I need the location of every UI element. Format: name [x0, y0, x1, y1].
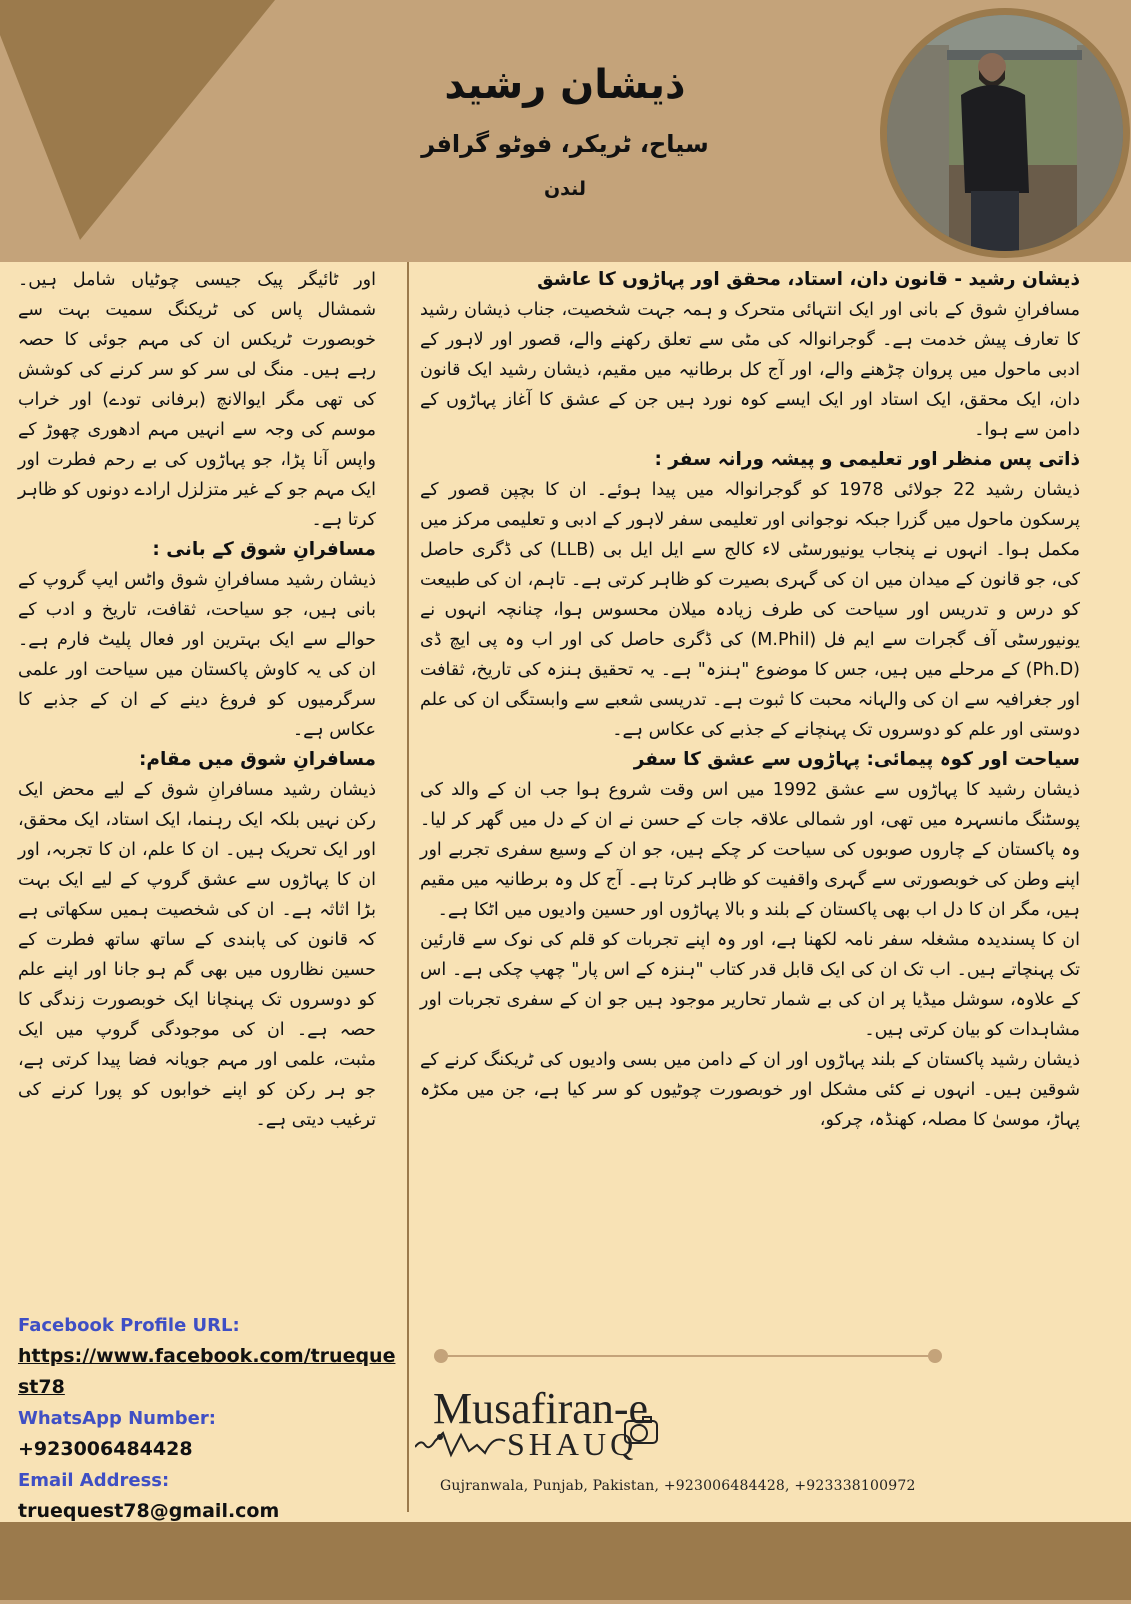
- person-city: لندن: [543, 178, 587, 200]
- musafiran-e-shauq-logo: [415, 1375, 685, 1465]
- section-heading: سیاحت اور کوہ پیمائی: پہاڑوں سے عشق کا سفر: [633, 749, 1080, 770]
- mountain-line-icon: [415, 1433, 505, 1455]
- section-paragraph: مسافرانِ شوق کے بانی اور ایک انتہائی متحرک و ہمہ جہت شخصیت، جناب ذیشان رشید کا تعارف پیش خدمت ہے۔ گوجرانوالہ کی مٹی سے تعلق رکھنے والے، قصور اور لاہور کے ادبی ماحول میں پروان چڑھنے والے، اور آج کل برطانیہ میں مقیم، ذیشان رشید ایک قانون دان، ایک محقق، ایک استاد اور ایک ایسے کوہ نورد ہیں جن کے عشق کا آغاز پہاڑوں کے دامن سے ہوا۔: [420, 300, 1080, 440]
- section-heading: ذیشان رشید - قانون دان، استاد، محقق اور پہاڑوں کا عاشق: [537, 269, 1080, 290]
- section-paragraph: ذیشان رشید مسافرانِ شوق کے لیے محض ایک رکن نہیں بلکہ ایک رہنما، ایک استاد، ایک محقق، اور ایک تحریک ہیں۔ ان کا علم، ان کا تجربہ، اور ان کا پہاڑوں سے عشق گروپ کے لیے ایک بہت بڑا اثاثہ ہے۔ ان کی شخصیت ہمیں سکھاتی ہے کہ قانون کی پابندی کے ساتھ ساتھ فطرت کے حسین نظاروں میں بھی گم ہو جانا اور اپنے علم کو دوسروں تک پہنچانا ایک خوبصورت زندگی کا حصہ ہے۔ ان کی موجودگی گروپ میں ایک مثبت، علمی اور مہم جویانہ فضا پیدا کرتی ہے، جو ہر رکن کو اپنے خوابوں کو پورا کرنے کی ترغیب دیتی ہے۔: [18, 780, 376, 1130]
- continued-paragraph: اور ٹائیگر پیک جیسی چوٹیاں شامل ہیں۔ شمشال پاس کی ٹریکنگ سمیت بہت سے خوبصورت ٹریکس ان کی مہم جوئی کا حصہ رہے ہیں۔ منگ لی سر کو سر کرنے کی کوشش کی تھی مگر ایوالانچ (برفانی تودے) اور خراب موسم کی وجہ سے انہیں مہم ادھوری چھوڑ کے واپس آنا پڑا، جو پہاڑوں کی بے رحم فطرت اور ایک مہم جو کے غیر متزلزل ارادے دونوں کو ظاہر کرتا ہے۔: [18, 270, 376, 530]
- column-divider: [407, 262, 409, 1512]
- footer-address: Gujranwala, Punjab, Pakistan, +923006484428, +923338100972: [440, 1478, 916, 1494]
- logo-text-line2: SHAUQ: [507, 1426, 638, 1462]
- biography-main-column: [420, 265, 1080, 1135]
- contact-info: [18, 1310, 398, 1527]
- email-label: Email Address:: [18, 1470, 170, 1491]
- section-paragraph: ذیشان رشید 22 جولائی 1978 کو گوجرانوالہ میں پیدا ہوئے۔ ان کا بچپن قصور کے پرسکون ماحول میں گزرا جبکہ نوجوانی اور تعلیمی سفر لاہور کے ادبی و تعلیمی مرکز میں مکمل ہوا۔ انہوں نے پنجاب یونیورسٹی لاء کالج سے ایل ایل بی (LLB) کی ڈگری حاصل کی، جو قانون کے میدان میں ان کی گہری بصیرت کو ظاہر کرتی ہے۔ تاہم، ان کی طبیعت کو درس و تدریس اور سیاحت کی طرف زیادہ میلان محسوس ہوا، چنانچہ انہوں نے یونیورسٹی آف گجرات سے ایم فل (M.Phil) کی ڈگری حاصل کی اور اب وہ پی ایچ ڈی (Ph.D) کے مرحلے میں ہیں، جس کا موضوع "ہنزہ" ہے۔ یہ تحقیق ہنزہ کی تاریخ، ثقافت اور جغرافیہ سے ان کی والہانہ محبت کا ثبوت ہے۔ تدریسی شعبے سے وابستگی ان کی علم دوستی اور علم کو دوسروں تک پہنچانے کے جذبے کی عکاس ہے۔: [420, 480, 1081, 740]
- footer-rule: [440, 1355, 940, 1357]
- profile-header: [380, 58, 750, 206]
- rule-dot-left: [434, 1349, 448, 1363]
- section-paragraph: ذیشان رشید مسافرانِ شوق واٹس ایپ گروپ کے بانی ہیں، جو سیاحت، ثقافت، تاریخ و ادب کے حوالے سے ایک بہترین اور فعال پلیٹ فارم ہے۔ ان کی یہ کاوش پاکستان میں سیاحت اور علمی سرگرمیوں کو فروغ دینے کے ان کے جذبے کا عکاس ہے۔: [18, 570, 376, 740]
- facebook-link[interactable]: https://www.facebook.com/truequest78: [18, 1345, 396, 1398]
- footer-band: [0, 1522, 1131, 1600]
- profile-photo-frame: [880, 8, 1130, 258]
- whatsapp-label: WhatsApp Number:: [18, 1408, 216, 1429]
- section-paragraph: ذیشان رشید کا پہاڑوں سے عشق 1992 میں اس وقت شروع ہوا جب ان کے والد کی پوسٹنگ مانسہرہ میں تھی، اور شمالی علاقہ جات کے حسن نے ان کے دل میں گھر کر لیا۔ وہ پاکستان کے چاروں صوبوں کی سیاحت کر چکے ہیں، جو ان کے وسیع سفری تجربے اور اپنے وطن کی خوبصورتی سے گہری واقفیت کو ظاہر کرتا ہے۔ آج کل وہ برطانیہ میں مقیم ہیں، مگر ان کا دل اب بھی پاکستان کے بلند و بالا پہاڑوں اور حسین وادیوں میں اٹکا ہے۔: [420, 780, 1080, 920]
- rule-dot-right: [928, 1349, 942, 1363]
- profile-photo: [887, 15, 1123, 251]
- decorative-triangle-top: [0, 0, 280, 245]
- facebook-label: Facebook Profile URL:: [18, 1315, 240, 1336]
- section-paragraph: ذیشان رشید پاکستان کے بلند پہاڑوں اور ان کے دامن میں بسی وادیوں کی ٹریکنگ کرنے کے شوقین ہیں۔ انہوں نے کئی مشکل اور خوبصورت چوٹیوں کو سر کیا ہے، جن میں مکڑہ پہاڑ، موسیٰ کا مصلہ، کھنڈہ، چرکو،: [420, 1050, 1080, 1130]
- section-heading: ذاتی پس منظر اور تعلیمی و پیشہ ورانہ سفر :: [654, 449, 1080, 470]
- hiker-dot-icon: [437, 1434, 443, 1440]
- logo-text-line1: Musafiran-e: [433, 1384, 649, 1433]
- portrait-illustration-icon: [887, 15, 1123, 251]
- email-address: truequest78@gmail.com: [18, 1500, 280, 1522]
- person-roles: سیاح، ٹریکر، فوٹو گرافر: [421, 130, 709, 158]
- biography-side-column: [18, 265, 376, 1135]
- person-name: ذیشان رشید: [444, 62, 686, 108]
- section-heading: مسافرانِ شوق میں مقام:: [139, 749, 376, 770]
- whatsapp-number: +923006484428: [18, 1438, 193, 1460]
- section-paragraph: ان کا پسندیدہ مشغلہ سفر نامہ لکھنا ہے، اور وہ اپنے تجربات کو قلم کی نوک سے قارئین تک پہنچاتے ہیں۔ اب تک ان کی ایک قابل قدر کتاب "ہنزہ کے اس پار" چھپ چکی ہے۔ اس کے علاوہ، سوشل میڈیا پر ان کی بے شمار تحاریر موجود ہیں جو ان کے سفری تجربات اور مشاہدات کو بیان کرتی ہیں۔: [420, 930, 1080, 1040]
- section-heading: مسافرانِ شوق کے بانی :: [152, 539, 376, 560]
